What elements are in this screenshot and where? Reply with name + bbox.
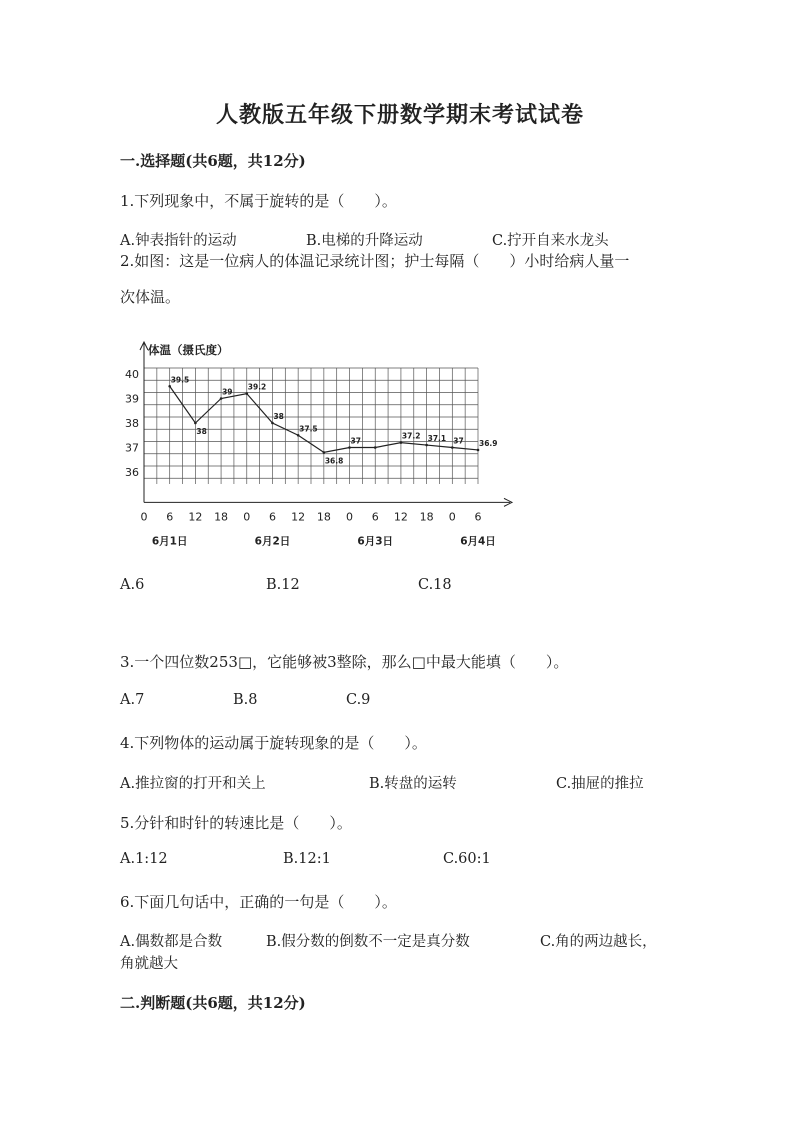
data-point-label: 38 — [273, 412, 284, 421]
x-tick-label: 18 — [316, 510, 331, 524]
q5-option-b: B.12:1 — [283, 851, 331, 867]
data-point-label: 39.5 — [170, 375, 190, 385]
data-point — [400, 441, 403, 444]
q3-option-a: A.7 — [120, 692, 145, 708]
question-2-stem-line2: 次体温。 — [120, 288, 181, 306]
section-heading-choice: 一.选择题(共6题，共12分) — [120, 152, 306, 170]
date-label: 6月3日 — [357, 535, 394, 548]
q2-option-a: A.6 — [120, 577, 145, 593]
data-point — [194, 422, 197, 425]
q4-option-a: A.推拉窗的打开和关上 — [120, 776, 266, 792]
question-3-stem: 3.一个四位数253□，它能够被3整除，那么□中最大能填（ ）。 — [120, 653, 569, 671]
q5-option-c: C.60:1 — [443, 851, 491, 867]
data-point — [168, 385, 171, 388]
data-point-label: 36.9 — [479, 438, 498, 448]
y-tick-label: 40 — [125, 368, 139, 381]
q2-option-b: B.12 — [266, 577, 300, 593]
y-tick-label: 36 — [125, 466, 139, 479]
q1-option-b: B.电梯的升降运动 — [306, 233, 423, 249]
y-tick-label: 39 — [125, 392, 139, 406]
date-label: 6月4日 — [460, 535, 496, 548]
question-4-stem: 4.下列物体的运动属于旋转现象的是（ ）。 — [120, 734, 427, 752]
data-point-label: 39 — [222, 387, 233, 397]
data-point-label: 37 — [350, 436, 361, 446]
q3-option-b: B.8 — [233, 692, 258, 708]
q6-option-b: B.假分数的倒数不一定是真分数 — [266, 934, 470, 950]
data-point — [451, 446, 454, 449]
x-tick-label: 0 — [140, 510, 148, 524]
x-tick-label: 0 — [346, 510, 354, 524]
data-point — [245, 392, 248, 395]
data-point-label: 37.2 — [401, 431, 421, 441]
data-point-label: 38 — [196, 427, 207, 436]
data-point-label: 39.2 — [247, 382, 267, 392]
x-tick-label: 6 — [166, 510, 174, 524]
x-tick-label: 6 — [371, 510, 379, 524]
y-tick-label: 38 — [125, 417, 139, 430]
question-1-stem: 1.下列现象中，不属于旋转的是（ ）。 — [120, 192, 397, 210]
data-point-label: 36.8 — [324, 456, 344, 466]
data-point — [271, 422, 274, 425]
x-tick-label: 18 — [419, 510, 434, 524]
data-point-label: 37.1 — [427, 434, 447, 444]
x-tick-label: 0 — [243, 510, 251, 524]
x-tick-label: 12 — [393, 510, 408, 524]
page-title: 人教版五年级下册数学期末考试试卷 — [215, 102, 584, 128]
q4-option-c: C.抽屉的推拉 — [556, 776, 644, 792]
x-tick-label: 18 — [214, 510, 229, 524]
x-tick-label: 6 — [268, 510, 276, 524]
data-point — [348, 446, 351, 449]
q1-option-c: C.拧开自来水龙头 — [492, 233, 609, 249]
data-point-label: 37.5 — [299, 424, 318, 434]
data-point — [425, 444, 428, 447]
y-tick-label: 37 — [125, 441, 139, 455]
date-label: 6月1日 — [151, 535, 188, 548]
data-point — [477, 449, 480, 452]
x-tick-label: 6 — [474, 510, 482, 524]
q4-option-b: B.转盘的运转 — [369, 776, 457, 792]
q1-option-a: A.钟表指针的运动 — [120, 233, 237, 249]
data-point-label: 37 — [453, 436, 464, 446]
question-2-stem-line1: 2.如图：这是一位病人的体温记录统计图；护士每隔（ ）小时给病人量一 — [120, 252, 630, 270]
q6-option-c-continued: 角就越大 — [120, 956, 178, 972]
q5-option-a: A.1:12 — [120, 851, 168, 867]
data-point — [323, 451, 326, 454]
question-6-stem: 6.下面几句话中，正确的一句是（ ）。 — [120, 893, 397, 911]
data-point — [220, 397, 223, 400]
question-5-stem: 5.分针和时针的转速比是（ ）。 — [120, 814, 352, 832]
section-heading-judgment: 二.判断题(共6题，共12分) — [120, 994, 306, 1012]
data-point — [297, 434, 300, 437]
data-point — [374, 446, 377, 449]
q6-option-c: C.角的两边越长， — [540, 934, 657, 950]
x-tick-label: 12 — [291, 510, 306, 524]
q6-option-a: A.偶数都是合数 — [120, 934, 223, 950]
temperature-line-chart — [120, 330, 530, 548]
x-tick-label: 12 — [188, 510, 203, 524]
y-axis-label: 体温（摄氏度） — [148, 343, 229, 357]
x-tick-label: 0 — [448, 510, 456, 524]
q2-option-c: C.18 — [418, 577, 452, 593]
date-label: 6月2日 — [254, 535, 291, 548]
q3-option-c: C.9 — [346, 692, 371, 708]
